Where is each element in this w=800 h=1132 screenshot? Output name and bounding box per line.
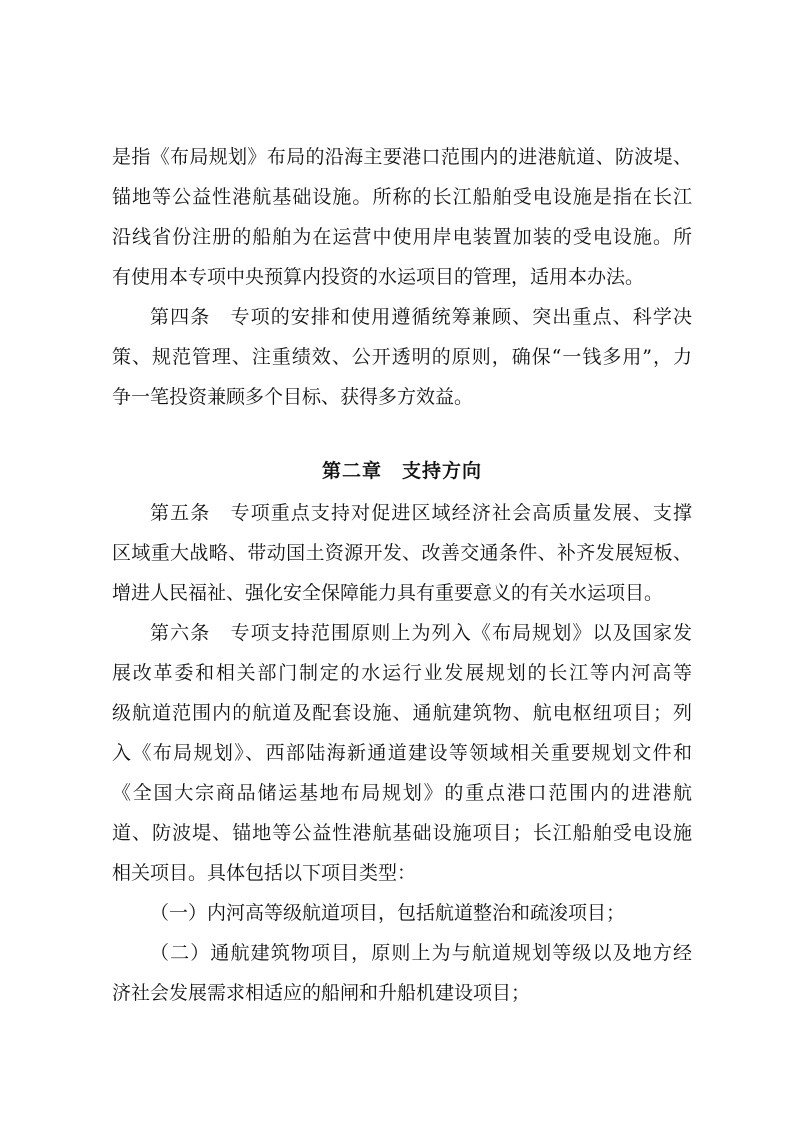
text-line: 道、防波堤、锚地等公益性港航基础设施项目；长江船舶受电设施 [112, 822, 692, 844]
text-line: 《全国大宗商品储运基地布局规划》的重点港口范围内的进港航 [112, 782, 692, 804]
article-5-line: 第五条 专项重点支持对促进区域经济社会高质量发展、支撑 [150, 502, 692, 524]
text-line: 沿线省份注册的船舶为在运营中使用岸电装置加装的受电设施。所 [112, 226, 692, 248]
list-item: （二）通航建筑物项目，原则上为与航道规划等级以及地方经 [150, 942, 692, 964]
article-6-line: 第六条 专项支持范围原则上为列入《布局规划》以及国家发 [150, 622, 692, 644]
text-line: 济社会发展需求相适应的船闸和升船机建设项目； [112, 982, 531, 1004]
text-line: 争一笔投资兼顾多个目标、获得多方效益。 [112, 386, 474, 408]
text-line: 相关项目。具体包括以下项目类型： [112, 862, 417, 884]
text-line: 区域重大战略、带动国土资源开发、改善交通条件、补齐发展短板、 [112, 542, 692, 564]
article-4-line: 第四条 专项的安排和使用遵循统筹兼顾、突出重点、科学决 [150, 306, 692, 328]
chapter-heading: 第二章 支持方向 [321, 460, 482, 482]
text-line: 策、规范管理、注重绩效、公开透明的原则，确保“一钱多用”，力 [112, 346, 692, 368]
text-line: 是指《布局规划》布局的沿海主要港口范围内的进港航道、防波堤、 [112, 146, 692, 168]
text-line: 级航道范围内的航道及配套设施、通航建筑物、航电枢纽项目；列 [112, 702, 692, 724]
text-line: 入《布局规划》、西部陆海新通道建设等领域相关重要规划文件和 [112, 742, 692, 764]
list-item: （一）内河高等级航道项目，包括航道整治和疏浚项目； [150, 902, 626, 924]
text-line: 锚地等公益性港航基础设施。所称的长江船舶受电设施是指在长江 [112, 186, 692, 208]
text-line: 增进人民福祉、强化安全保障能力具有重要意义的有关水运项目。 [112, 582, 664, 604]
text-line: 有使用本专项中央预算内投资的水运项目的管理，适用本办法。 [112, 266, 645, 288]
text-line: 展改革委和相关部门制定的水运行业发展规划的长江等内河高等 [112, 662, 692, 684]
